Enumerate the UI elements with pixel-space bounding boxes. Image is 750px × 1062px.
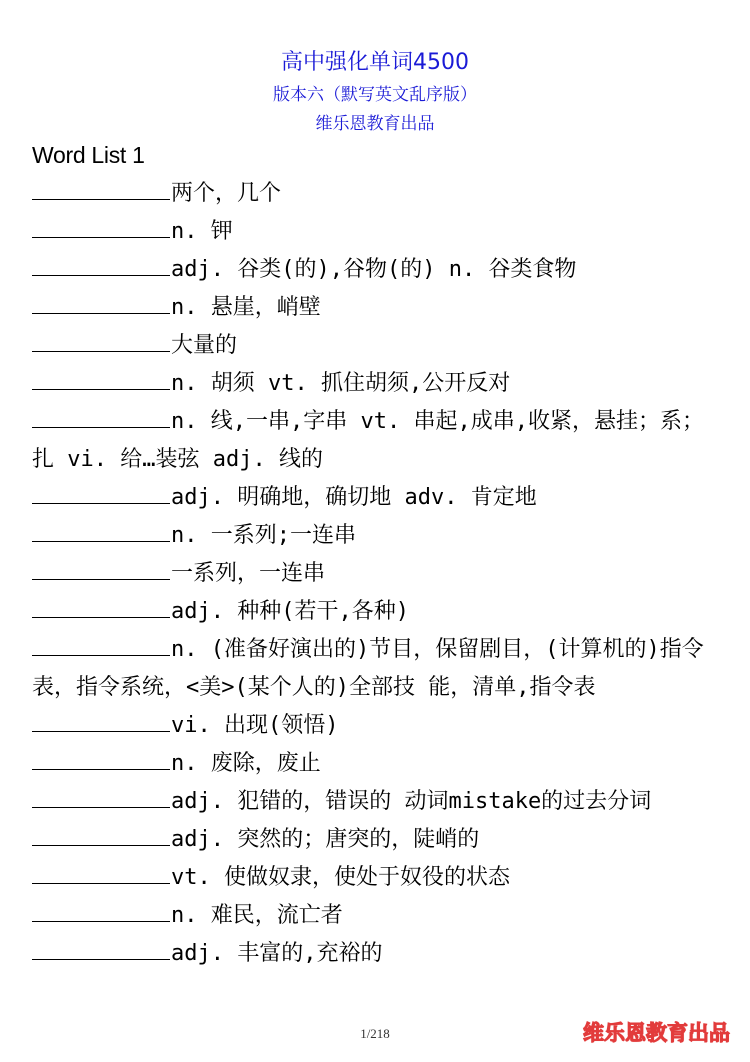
answer-blank — [32, 897, 170, 922]
word-list-heading: Word List 1 — [32, 142, 145, 168]
entry-definition: n. 线,一串,字串 vt. 串起,成串,收紧，悬挂；系；扎 vi. 给…装弦 adj. 线的 — [32, 409, 704, 472]
word-entry — [32, 897, 722, 935]
word-entry — [32, 593, 722, 631]
publisher-line: 维乐恩教育出品 — [315, 114, 435, 134]
answer-blank — [32, 593, 170, 618]
entry-definition: adj. 突然的；唐突的，陡峭的 — [171, 827, 480, 852]
answer-blank — [32, 517, 170, 542]
entry-definition: n. 一系列;一连串 — [171, 523, 356, 548]
word-entry — [32, 631, 722, 707]
document-title: 高中强化单词4500 — [281, 50, 469, 75]
word-entry — [32, 745, 722, 783]
answer-blank — [32, 365, 170, 390]
entry-definition: 一系列，一连串 — [171, 561, 326, 586]
word-entry — [32, 403, 722, 479]
entry-definition: n. 钾 — [171, 219, 233, 244]
answer-blank — [32, 289, 170, 314]
word-entry — [32, 365, 722, 403]
entry-definition: 大量的 — [171, 333, 238, 358]
answer-blank — [32, 213, 170, 238]
word-entry — [32, 707, 722, 745]
word-entry — [32, 555, 722, 593]
entry-definition: 两个，几个 — [171, 181, 282, 206]
answer-blank — [32, 251, 170, 276]
answer-blank — [32, 745, 170, 770]
word-entry — [32, 517, 722, 555]
word-entry — [32, 327, 722, 365]
answer-blank — [32, 631, 170, 656]
word-entry — [32, 859, 722, 897]
word-entry — [32, 783, 722, 821]
entry-definition: n. 悬崖，峭壁 — [171, 295, 321, 320]
document-subtitle: 版本六（默写英文乱序版） — [273, 85, 477, 105]
entry-definition: adj. 犯错的，错误的 动词mistake的过去分词 — [171, 789, 652, 814]
word-entry — [32, 289, 722, 327]
answer-blank — [32, 327, 170, 352]
page-number: 1/218 — [360, 1026, 390, 1041]
word-entry — [32, 821, 722, 859]
word-entry — [32, 479, 722, 517]
answer-blank — [32, 859, 170, 884]
word-entry — [32, 935, 722, 973]
entry-definition: n. 废除，废止 — [171, 751, 321, 776]
answer-blank — [32, 479, 170, 504]
answer-blank — [32, 935, 170, 960]
entry-definition: vt. 使做奴隶，使处于奴役的状态 — [171, 865, 510, 890]
answer-blank — [32, 821, 170, 846]
publisher-watermark: 维乐恩教育出品 — [583, 1021, 730, 1045]
word-entry — [32, 213, 722, 251]
word-entry — [32, 251, 722, 289]
answer-blank — [32, 175, 170, 200]
answer-blank — [32, 783, 170, 808]
entry-definition: adj. 明确地，确切地 adv. 肯定地 — [171, 485, 537, 510]
word-entries — [32, 175, 722, 973]
entry-definition: vi. 出现(领悟) — [171, 713, 339, 738]
answer-blank — [32, 555, 170, 580]
entry-definition: n. 胡须 vt. 抓住胡须,公开反对 — [171, 371, 511, 396]
answer-blank — [32, 403, 170, 428]
entry-definition: adj. 谷类(的),谷物(的) n. 谷类食物 — [171, 257, 577, 282]
word-entry — [32, 175, 722, 213]
entry-definition: adj. 丰富的,充裕的 — [171, 941, 383, 966]
entry-definition: adj. 种种(若干,各种) — [171, 599, 409, 624]
answer-blank — [32, 707, 170, 732]
entry-definition: n. (准备好演出的)节目，保留剧目，(计算机的)指令表，指令系统，<美>(某个人的)全部技 能，清单,指令表 — [32, 637, 704, 700]
entry-definition: n. 难民，流亡者 — [171, 903, 343, 928]
